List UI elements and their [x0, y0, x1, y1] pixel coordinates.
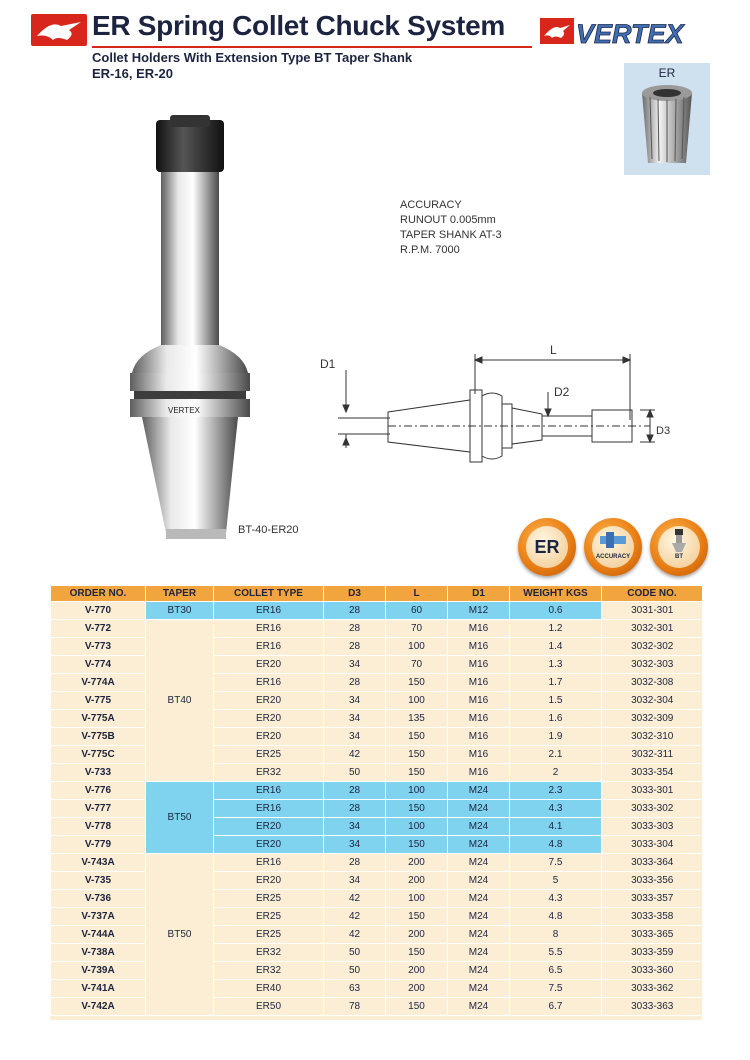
weight-cell: 4.3 [510, 890, 602, 908]
d3-cell: 50 [324, 944, 386, 962]
order-no-cell: V-743A [51, 854, 146, 872]
spec-line: TAPER SHANK AT-3 [400, 229, 502, 241]
d3-cell: 34 [324, 710, 386, 728]
weight-cell: 1.2 [510, 620, 602, 638]
code-no-cell: 3033-354 [602, 764, 703, 782]
er-collet-photo [624, 63, 710, 175]
d1-cell: M16 [448, 674, 510, 692]
code-no-cell: 3032-308 [602, 674, 703, 692]
collet-type-cell: ER16 [214, 800, 324, 818]
accuracy-icon [592, 526, 634, 554]
collet-type-cell: ER20 [214, 836, 324, 854]
vertex-wordmark: VERTEX [576, 19, 684, 48]
weight-cell: 4.8 [510, 836, 602, 854]
l-cell: 150 [386, 674, 448, 692]
d1-cell: M24 [448, 800, 510, 818]
l-cell: 100 [386, 818, 448, 836]
d1-cell: M16 [448, 692, 510, 710]
order-no-cell: V-778 [51, 818, 146, 836]
d3-cell: 34 [324, 692, 386, 710]
collet-type-cell: ER20 [214, 728, 324, 746]
image-caption: BT-40-ER20 [238, 524, 299, 536]
d3-cell: 28 [324, 620, 386, 638]
order-no-cell: V-736 [51, 890, 146, 908]
weight-cell: 1.6 [510, 710, 602, 728]
col-d3: D3 [324, 586, 386, 602]
d1-cell: M24 [448, 836, 510, 854]
l-cell: 150 [386, 908, 448, 926]
collet-type-cell: ER20 [214, 710, 324, 728]
code-no-cell: 3031-301 [602, 602, 703, 620]
dim-d1: D1 [320, 357, 336, 371]
order-no-cell: V-744A [51, 926, 146, 944]
weight-cell: 1.7 [510, 674, 602, 692]
collet-type-cell: ER20 [214, 692, 324, 710]
weight-cell: 8 [510, 926, 602, 944]
l-cell: 200 [386, 980, 448, 998]
collet-type-cell: ER20 [214, 818, 324, 836]
d1-cell: M24 [448, 854, 510, 872]
d1-cell: M16 [448, 746, 510, 764]
dim-d2: D2 [554, 385, 570, 399]
collet-type-cell: ER32 [214, 962, 324, 980]
code-no-cell: 3033-360 [602, 962, 703, 980]
d1-cell: M24 [448, 944, 510, 962]
order-no-cell: V-741A [51, 980, 146, 998]
d3-cell: 42 [324, 908, 386, 926]
order-no-cell: V-735 [51, 872, 146, 890]
order-no-cell: V-774 [51, 656, 146, 674]
d3-cell: 50 [324, 962, 386, 980]
spec-table [50, 585, 702, 1020]
code-no-cell: 3032-309 [602, 710, 703, 728]
title-underline [92, 46, 532, 48]
code-no-cell: 3033-301 [602, 782, 703, 800]
d1-cell: M24 [448, 998, 510, 1016]
taper-cell: BT50 [146, 854, 214, 1016]
col-l: L [386, 586, 448, 602]
collet-type-cell: ER16 [214, 782, 324, 800]
order-no-cell: V-742A [51, 998, 146, 1016]
code-no-cell: 3033-358 [602, 908, 703, 926]
dimension-diagram [310, 330, 670, 480]
order-no-cell: V-774A [51, 674, 146, 692]
l-cell: 100 [386, 692, 448, 710]
col-code-no: CODE NO. [602, 586, 703, 602]
weight-cell: 2.1 [510, 746, 602, 764]
l-cell: 200 [386, 854, 448, 872]
collet-type-cell: ER16 [214, 620, 324, 638]
er-collet-label: ER [658, 66, 676, 80]
weight-cell: 5.5 [510, 944, 602, 962]
d3-cell: 42 [324, 890, 386, 908]
collet-type-cell: ER32 [214, 764, 324, 782]
collet-type-cell: ER25 [214, 890, 324, 908]
col-d1: D1 [448, 586, 510, 602]
l-cell: 150 [386, 998, 448, 1016]
d3-cell: 34 [324, 872, 386, 890]
d1-cell: M16 [448, 764, 510, 782]
collet-type-cell: ER16 [214, 674, 324, 692]
d1-cell: M16 [448, 638, 510, 656]
collet-type-cell: ER16 [214, 602, 324, 620]
table-row [51, 782, 703, 800]
collet-type-cell: ER16 [214, 854, 324, 872]
collet-type-cell: ER25 [214, 746, 324, 764]
model-list: ER-16, ER-20 [92, 66, 173, 81]
d1-cell: M24 [448, 926, 510, 944]
d3-cell: 28 [324, 602, 386, 620]
order-no-cell: V-775C [51, 746, 146, 764]
table-body [51, 602, 703, 1016]
order-no-cell: V-775A [51, 710, 146, 728]
code-no-cell: 3032-310 [602, 728, 703, 746]
weight-cell: 1.3 [510, 656, 602, 674]
taper-cell: BT30 [146, 602, 214, 620]
vertex-logo [540, 16, 716, 48]
page-title: ER Spring Collet Chuck System [92, 10, 505, 41]
code-no-cell: 3033-363 [602, 998, 703, 1016]
weight-cell: 1.4 [510, 638, 602, 656]
d3-cell: 42 [324, 926, 386, 944]
weight-cell: 7.5 [510, 980, 602, 998]
d1-cell: M24 [448, 908, 510, 926]
d3-cell: 28 [324, 674, 386, 692]
weight-cell: 4.1 [510, 818, 602, 836]
l-cell: 200 [386, 926, 448, 944]
collet-type-cell: ER50 [214, 998, 324, 1016]
table-header [51, 586, 703, 602]
d1-cell: M16 [448, 728, 510, 746]
col-order-no: ORDER NO. [51, 586, 146, 602]
table-row [51, 620, 703, 638]
code-no-cell: 3032-303 [602, 656, 703, 674]
order-no-cell: V-737A [51, 908, 146, 926]
l-cell: 150 [386, 746, 448, 764]
col-collet-type: COLLET TYPE [214, 586, 324, 602]
d3-cell: 34 [324, 656, 386, 674]
spec-line: R.P.M. 7000 [400, 244, 460, 256]
d1-cell: M24 [448, 872, 510, 890]
l-cell: 150 [386, 836, 448, 854]
col-weight: WEIGHT KGS [510, 586, 602, 602]
code-no-cell: 3033-303 [602, 818, 703, 836]
code-no-cell: 3033-357 [602, 890, 703, 908]
order-no-cell: V-738A [51, 944, 146, 962]
d1-cell: M24 [448, 980, 510, 998]
weight-cell: 7.5 [510, 854, 602, 872]
accuracy-specs [400, 198, 502, 258]
code-no-cell: 3032-302 [602, 638, 703, 656]
order-no-cell: V-739A [51, 962, 146, 980]
bt-holder-icon [658, 526, 700, 554]
d3-cell: 78 [324, 998, 386, 1016]
d3-cell: 42 [324, 746, 386, 764]
l-cell: 100 [386, 638, 448, 656]
accuracy-badge [584, 518, 642, 576]
spec-line: ACCURACY [400, 199, 462, 211]
brand-logo-icon [31, 14, 87, 46]
l-cell: 70 [386, 656, 448, 674]
l-cell: 100 [386, 782, 448, 800]
code-no-cell: 3033-364 [602, 854, 703, 872]
code-no-cell: 3033-302 [602, 800, 703, 818]
d3-cell: 63 [324, 980, 386, 998]
d3-cell: 28 [324, 854, 386, 872]
bt-badge-label: BT [675, 554, 683, 560]
code-no-cell: 3033-365 [602, 926, 703, 944]
d1-cell: M24 [448, 782, 510, 800]
order-no-cell: V-770 [51, 602, 146, 620]
order-no-cell: V-776 [51, 782, 146, 800]
taper-cell: BT50 [146, 782, 214, 854]
d1-cell: M12 [448, 602, 510, 620]
weight-cell: 6.7 [510, 998, 602, 1016]
bt-badge [650, 518, 708, 576]
holder-engraving: VERTEX [168, 406, 200, 415]
table-row [51, 602, 703, 620]
l-cell: 150 [386, 764, 448, 782]
code-no-cell: 3032-311 [602, 746, 703, 764]
collet-type-cell: ER20 [214, 656, 324, 674]
dim-d3: D3 [656, 425, 670, 437]
weight-cell: 4.3 [510, 800, 602, 818]
d3-cell: 34 [324, 728, 386, 746]
d1-cell: M16 [448, 656, 510, 674]
d1-cell: M16 [448, 620, 510, 638]
l-cell: 150 [386, 728, 448, 746]
d3-cell: 28 [324, 638, 386, 656]
d1-cell: M16 [448, 710, 510, 728]
weight-cell: 2 [510, 764, 602, 782]
accuracy-badge-label: ACCURACY [595, 554, 631, 560]
weight-cell: 0.6 [510, 602, 602, 620]
order-no-cell: V-779 [51, 836, 146, 854]
order-no-cell: V-775 [51, 692, 146, 710]
d3-cell: 34 [324, 836, 386, 854]
weight-cell: 1.5 [510, 692, 602, 710]
d3-cell: 50 [324, 764, 386, 782]
d1-cell: M24 [448, 818, 510, 836]
weight-cell: 6.5 [510, 962, 602, 980]
order-no-cell: V-772 [51, 620, 146, 638]
collet-type-cell: ER32 [214, 944, 324, 962]
tool-holder-image [120, 115, 270, 545]
weight-cell: 2.3 [510, 782, 602, 800]
code-no-cell: 3032-301 [602, 620, 703, 638]
code-no-cell: 3033-359 [602, 944, 703, 962]
code-no-cell: 3033-356 [602, 872, 703, 890]
d1-cell: M24 [448, 890, 510, 908]
table-row [51, 854, 703, 872]
d3-cell: 34 [324, 818, 386, 836]
collet-type-cell: ER20 [214, 872, 324, 890]
order-no-cell: V-775B [51, 728, 146, 746]
order-no-cell: V-777 [51, 800, 146, 818]
weight-cell: 4.8 [510, 908, 602, 926]
d1-cell: M24 [448, 962, 510, 980]
l-cell: 100 [386, 890, 448, 908]
l-cell: 70 [386, 620, 448, 638]
l-cell: 200 [386, 962, 448, 980]
l-cell: 150 [386, 944, 448, 962]
collet-type-cell: ER25 [214, 908, 324, 926]
collet-type-cell: ER40 [214, 980, 324, 998]
l-cell: 60 [386, 602, 448, 620]
d3-cell: 28 [324, 800, 386, 818]
collet-type-cell: ER25 [214, 926, 324, 944]
collet-type-cell: ER16 [214, 638, 324, 656]
spec-line: RUNOUT 0.005mm [400, 214, 496, 226]
weight-cell: 1.9 [510, 728, 602, 746]
l-cell: 200 [386, 872, 448, 890]
taper-cell: BT40 [146, 620, 214, 782]
l-cell: 135 [386, 710, 448, 728]
l-cell: 150 [386, 800, 448, 818]
weight-cell: 5 [510, 872, 602, 890]
order-no-cell: V-773 [51, 638, 146, 656]
col-taper: TAPER [146, 586, 214, 602]
code-no-cell: 3033-304 [602, 836, 703, 854]
dim-l: L [550, 343, 557, 357]
code-no-cell: 3033-362 [602, 980, 703, 998]
code-no-cell: 3032-304 [602, 692, 703, 710]
order-no-cell: V-733 [51, 764, 146, 782]
d3-cell: 28 [324, 782, 386, 800]
er-badge [518, 518, 576, 576]
er-badge-label: ER [534, 537, 560, 557]
subtitle: Collet Holders With Extension Type BT Taper Shank [92, 50, 413, 65]
